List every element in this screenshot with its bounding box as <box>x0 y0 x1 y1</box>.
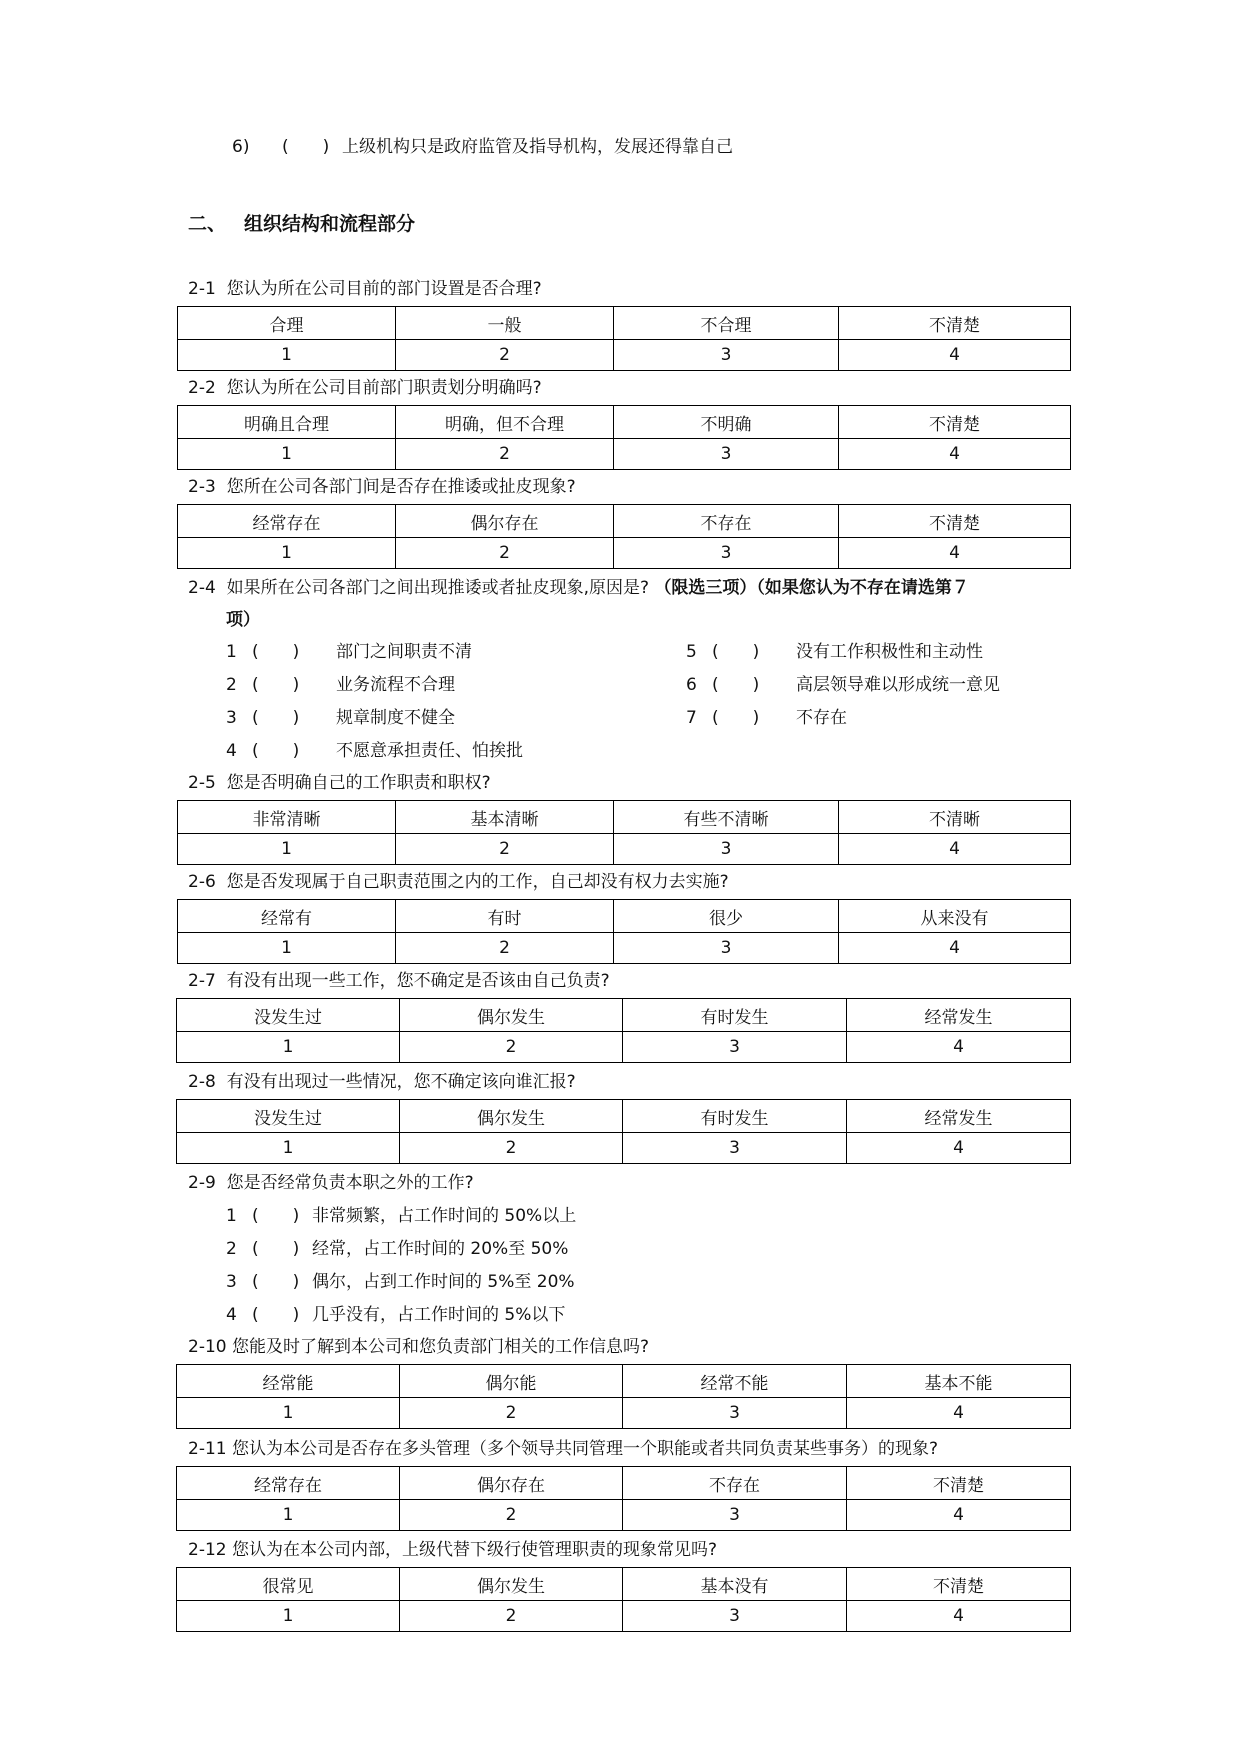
answer-table-2-1 <box>177 306 1071 371</box>
question-text: 您认为在本公司内部，上级代替下级行使管理职责的现象常见吗? <box>232 1540 718 1560</box>
option-label: 偶尔发生 <box>400 1568 623 1601</box>
option-label: 经常存在 <box>178 505 396 538</box>
choice-number: 2 <box>226 675 237 695</box>
question-2-10 <box>188 1336 649 1358</box>
question-text: 如果所在公司各部门之间出现推诿或者扯皮现象,原因是? <box>226 578 650 598</box>
option-value[interactable]: 1 <box>177 1500 400 1531</box>
option-label: 偶尔能 <box>400 1365 623 1398</box>
choice-number: 4 <box>226 1305 237 1325</box>
option-label: 不清晰 <box>839 801 1071 834</box>
option-label: 明确，但不合理 <box>396 406 614 439</box>
choice-text: 业务流程不合理 <box>336 675 455 695</box>
question-2-7 <box>188 970 610 992</box>
choice-number: 5 <box>686 642 697 662</box>
choice-blank: ( ) <box>252 708 300 728</box>
option-value[interactable]: 2 <box>396 439 614 470</box>
option-value[interactable]: 1 <box>178 340 396 371</box>
option-label: 不明确 <box>614 406 839 439</box>
choice-number: 1 <box>226 642 237 662</box>
question-text: 您是否明确自己的工作职责和职权? <box>226 773 491 793</box>
choice-number: 3 <box>226 708 237 728</box>
question-2-8 <box>188 1071 576 1093</box>
choice-text: 不愿意承担责任、怕挨批 <box>336 741 523 761</box>
choice-blank: ( ) <box>252 1305 300 1325</box>
choice-text: 非常频繁，占工作时间的 50%以上 <box>312 1206 577 1226</box>
option-value[interactable]: 3 <box>623 1500 847 1531</box>
answer-table-2-2 <box>177 405 1071 470</box>
answer-table-2-8 <box>176 1099 1071 1164</box>
option-label: 不清楚 <box>839 307 1071 340</box>
choice-blank: ( ) <box>712 675 760 695</box>
option-label: 不清楚 <box>839 406 1071 439</box>
question-2-2 <box>188 377 542 399</box>
choice-number: 4 <box>226 741 237 761</box>
answer-table-2-12 <box>176 1567 1071 1632</box>
choice-blank: ( ) <box>252 1206 300 1226</box>
option-label: 明确且合理 <box>178 406 396 439</box>
option-value[interactable]: 4 <box>847 1133 1071 1164</box>
question-label: 2-1 <box>188 279 216 299</box>
option-label: 经常发生 <box>847 1100 1071 1133</box>
option-value[interactable]: 4 <box>839 439 1071 470</box>
option-label: 从来没有 <box>839 900 1071 933</box>
choice-2-9-1[interactable] <box>226 1205 576 1227</box>
choice-2-9-3[interactable] <box>226 1271 575 1293</box>
option-label: 有时发生 <box>623 999 847 1032</box>
choice-number: 2 <box>226 1239 237 1259</box>
choice-2-4-5[interactable] <box>686 641 983 663</box>
choice-blank: ( ) <box>252 675 300 695</box>
option-value[interactable]: 4 <box>847 1601 1071 1632</box>
option-label: 偶尔存在 <box>396 505 614 538</box>
option-value[interactable]: 3 <box>623 1601 847 1632</box>
option-value[interactable]: 3 <box>623 1398 847 1429</box>
option-value[interactable]: 1 <box>178 834 396 865</box>
option-label: 基本清晰 <box>396 801 614 834</box>
option-value[interactable]: 1 <box>178 538 396 569</box>
option-label: 不存在 <box>614 505 839 538</box>
option-label: 有时 <box>396 900 614 933</box>
choice-number: 1 <box>226 1206 237 1226</box>
option-value[interactable]: 2 <box>400 1032 623 1063</box>
option-value[interactable]: 4 <box>839 933 1071 964</box>
answer-table-2-10 <box>176 1364 1071 1429</box>
question-2-11 <box>188 1438 938 1460</box>
option-label: 经常能 <box>177 1365 400 1398</box>
answer-table-2-5 <box>177 800 1071 865</box>
choice-2-4-6[interactable] <box>686 674 1000 696</box>
choice-2-4-4[interactable] <box>226 740 523 762</box>
option-label: 基本不能 <box>847 1365 1071 1398</box>
question-text: 您所在公司各部门间是否存在推诿或扯皮现象? <box>226 477 576 497</box>
question-label: 2-12 <box>188 1540 227 1560</box>
question-2-3 <box>188 476 576 498</box>
question-label: 2-6 <box>188 872 216 892</box>
choice-blank: ( ) <box>712 642 760 662</box>
option-label: 很少 <box>614 900 839 933</box>
question-label: 2-10 <box>188 1337 227 1357</box>
option-value[interactable]: 2 <box>396 933 614 964</box>
option-label: 很常见 <box>177 1568 400 1601</box>
answer-table-2-3 <box>177 504 1071 569</box>
option-value[interactable]: 4 <box>839 538 1071 569</box>
option-value[interactable]: 4 <box>847 1398 1071 1429</box>
choice-number: 6 <box>686 675 697 695</box>
option-value[interactable]: 3 <box>623 1032 847 1063</box>
question-text: 您认为所在公司目前的部门设置是否合理? <box>226 279 542 299</box>
choice-2-9-2[interactable] <box>226 1238 568 1260</box>
question-label: 2-5 <box>188 773 216 793</box>
choice-text: 部门之间职责不清 <box>336 642 472 662</box>
section-title: 组织结构和流程部分 <box>244 213 416 235</box>
option-value[interactable]: 4 <box>847 1500 1071 1531</box>
option-value[interactable]: 1 <box>178 933 396 964</box>
question-note-continued: 项） <box>226 610 260 630</box>
option-value[interactable]: 1 <box>177 1601 400 1632</box>
question-label: 2-8 <box>188 1072 216 1092</box>
question-label: 2-9 <box>188 1173 216 1193</box>
answer-table-2-6 <box>177 899 1071 964</box>
question-note: （限选三项）（如果您认为不存在请选第７ <box>654 578 969 598</box>
option-value[interactable]: 2 <box>400 1601 623 1632</box>
choice-text: 不存在 <box>796 708 847 728</box>
option-value[interactable]: 3 <box>614 834 839 865</box>
choice-text: 没有工作积极性和主动性 <box>796 642 983 662</box>
choice-text: 几乎没有，占工作时间的 5%以下 <box>312 1305 566 1325</box>
item-6-text: 上级机构只是政府监管及指导机构，发展还得靠自己 <box>342 137 733 157</box>
option-value[interactable]: 3 <box>614 340 839 371</box>
question-2-4 <box>188 577 969 599</box>
option-label: 偶尔发生 <box>400 999 623 1032</box>
option-value[interactable]: 2 <box>396 834 614 865</box>
item-6-number: 6) <box>232 137 250 157</box>
option-label: 非常清晰 <box>178 801 396 834</box>
choice-blank: ( ) <box>252 741 300 761</box>
option-label: 基本没有 <box>623 1568 847 1601</box>
choice-number: 7 <box>686 708 697 728</box>
choice-blank: ( ) <box>252 1239 300 1259</box>
section-number: 二、 <box>188 213 227 235</box>
choice-text: 偶尔，占到工作时间的 5%至 20% <box>312 1272 575 1292</box>
option-label: 偶尔发生 <box>400 1100 623 1133</box>
option-value[interactable]: 4 <box>839 834 1071 865</box>
option-value[interactable]: 3 <box>614 439 839 470</box>
choice-text: 经常，占工作时间的 20%至 50% <box>312 1239 569 1259</box>
option-label: 不合理 <box>614 307 839 340</box>
question-text: 您能及时了解到本公司和您负责部门相关的工作信息吗? <box>232 1337 650 1357</box>
option-value[interactable]: 2 <box>400 1133 623 1164</box>
option-label: 经常不能 <box>623 1365 847 1398</box>
option-value[interactable]: 3 <box>614 538 839 569</box>
question-label: 2-7 <box>188 971 216 991</box>
option-value[interactable]: 2 <box>400 1398 623 1429</box>
option-label: 经常发生 <box>847 999 1071 1032</box>
question-text: 您是否经常负责本职之外的工作? <box>226 1173 474 1193</box>
option-label: 不清楚 <box>847 1568 1071 1601</box>
question-2-9 <box>188 1172 474 1194</box>
question-label: 2-3 <box>188 477 216 497</box>
option-value[interactable]: 1 <box>178 439 396 470</box>
option-label: 偶尔存在 <box>400 1467 623 1500</box>
choice-blank: ( ) <box>252 1272 300 1292</box>
option-label: 合理 <box>178 307 396 340</box>
choice-text: 高层领导难以形成统一意见 <box>796 675 1000 695</box>
question-2-12 <box>188 1539 717 1561</box>
question-label: 2-2 <box>188 378 216 398</box>
question-text: 您认为本公司是否存在多头管理（多个领导共同管理一个职能或者共同负责某些事务）的现象? <box>232 1439 939 1459</box>
choice-text: 规章制度不健全 <box>336 708 455 728</box>
question-text: 有没有出现过一些情况，您不确定该向谁汇报? <box>226 1072 576 1092</box>
option-value[interactable]: 1 <box>177 1133 400 1164</box>
question-label: 2-4 <box>188 578 216 598</box>
answer-table-2-7 <box>176 998 1071 1063</box>
question-2-6 <box>188 871 729 893</box>
item-6-blank[interactable]: ( ) <box>282 137 330 157</box>
option-label: 不清楚 <box>847 1467 1071 1500</box>
option-value[interactable]: 2 <box>400 1500 623 1531</box>
question-2-5 <box>188 772 491 794</box>
question-text: 您是否发现属于自己职责范围之内的工作，自己却没有权力去实施? <box>226 872 729 892</box>
option-value[interactable]: 3 <box>623 1133 847 1164</box>
option-label: 不存在 <box>623 1467 847 1500</box>
choice-blank: ( ) <box>252 642 300 662</box>
choice-2-4-7[interactable] <box>686 707 847 729</box>
question-label: 2-11 <box>188 1439 227 1459</box>
option-value[interactable]: 3 <box>614 933 839 964</box>
choice-blank: ( ) <box>712 708 760 728</box>
option-value[interactable]: 2 <box>396 538 614 569</box>
answer-table-2-11 <box>176 1466 1071 1531</box>
choice-2-4-1[interactable] <box>226 641 472 663</box>
choice-number: 3 <box>226 1272 237 1292</box>
option-label: 没发生过 <box>177 1100 400 1133</box>
choice-2-4-3[interactable] <box>226 707 455 729</box>
choice-2-4-2[interactable] <box>226 674 455 696</box>
option-value[interactable]: 1 <box>177 1032 400 1063</box>
option-label: 有时发生 <box>623 1100 847 1133</box>
option-value[interactable]: 4 <box>847 1032 1071 1063</box>
option-label: 没发生过 <box>177 999 400 1032</box>
question-text: 您认为所在公司目前部门职责划分明确吗? <box>226 378 542 398</box>
option-value[interactable]: 2 <box>396 340 614 371</box>
option-label: 有些不清晰 <box>614 801 839 834</box>
option-value[interactable]: 1 <box>177 1398 400 1429</box>
question-text: 有没有出现一些工作，您不确定是否该由自己负责? <box>226 971 610 991</box>
option-value[interactable]: 4 <box>839 340 1071 371</box>
option-label: 经常有 <box>178 900 396 933</box>
choice-2-9-4[interactable] <box>226 1304 565 1326</box>
option-label: 不清楚 <box>839 505 1071 538</box>
option-label: 经常存在 <box>177 1467 400 1500</box>
option-label: 一般 <box>396 307 614 340</box>
question-2-1 <box>188 278 542 300</box>
